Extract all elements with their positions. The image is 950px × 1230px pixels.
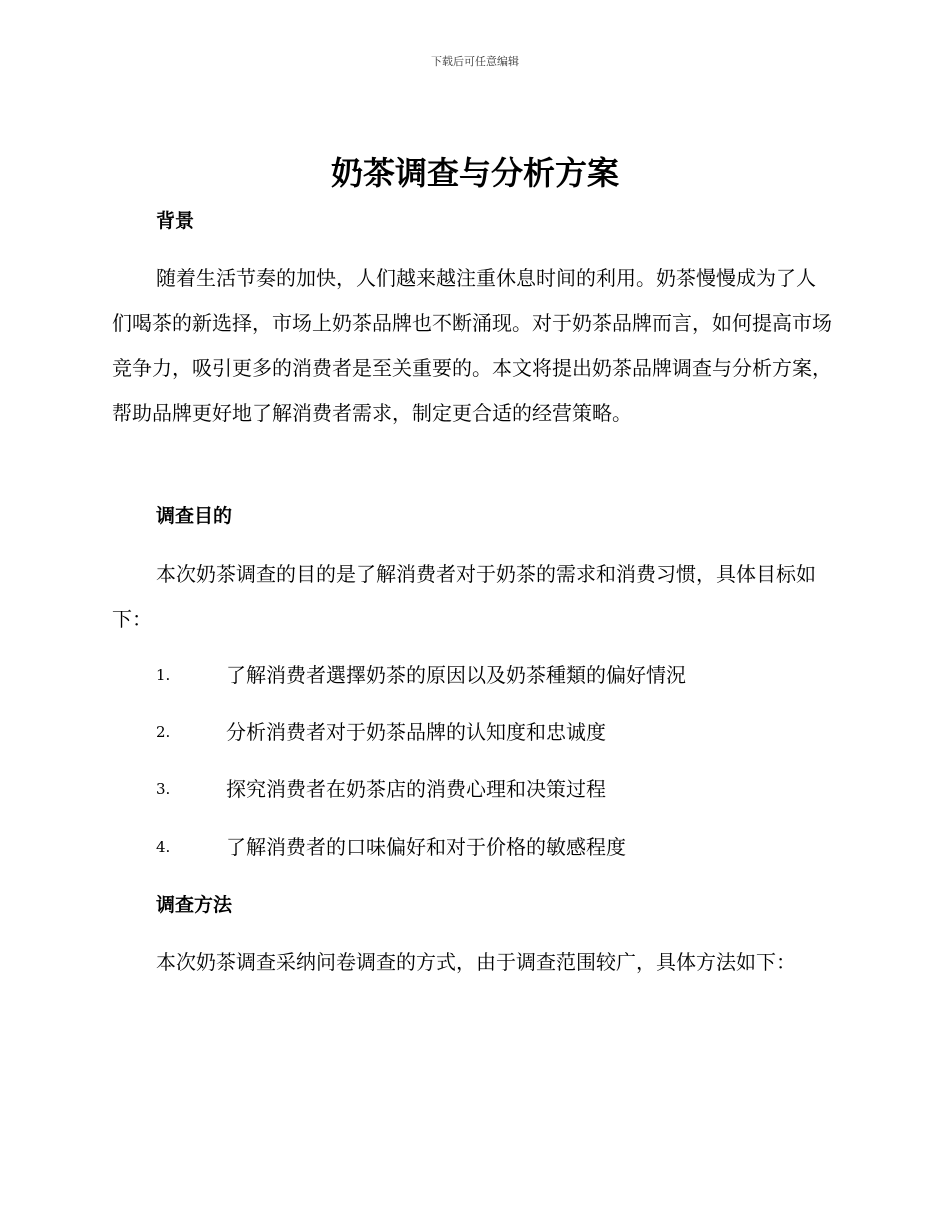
background-paragraph: 随着生活节奏的加快，人们越来越注重休息时间的利用。奶茶慢慢成为了人们喝茶的新选择，市场上奶茶品牌也不断涌现。对于奶茶品牌而言，如何提高市场竞争力，吸引更多的消费者是至关重要的。本文将提出奶茶品牌调查与分析方案，帮助品牌更好地了解消费者需求，制定更合适的经营策略。 [112,266,832,425]
section-heading-purpose: 调查目的 [156,505,233,527]
list-number: 4. [156,838,171,856]
list-number: 3. [156,780,171,798]
list-item [0,718,950,748]
list-item [0,833,950,863]
list-text: 了解消费者的口味偏好和对于价格的敏感程度 [226,835,626,859]
list-text: 分析消费者对于奶茶品牌的认知度和忠诚度 [226,720,606,744]
method-paragraph: 本次奶茶调查采纳问卷调查的方式，由于调查范围较广，具体方法如下： [156,950,796,974]
list-text: 探究消费者在奶茶店的消费心理和决策过程 [226,777,606,801]
document-title: 奶茶调查与分析方案 [330,154,619,192]
list-number: 2. [156,723,171,741]
page-header: 下载后可任意编辑 [431,55,519,68]
list-text: 了解消费者選擇奶茶的原因以及奶茶種類的偏好情況 [226,663,686,687]
list-number: 1. [156,666,171,684]
list-item [0,661,950,691]
purpose-paragraph: 本次奶茶调查的目的是了解消费者对于奶茶的需求和消费习惯，具体目标如下： [112,562,816,631]
section-heading-method: 调查方法 [156,894,233,916]
section-heading-background: 背景 [156,210,195,232]
list-item [0,775,950,805]
